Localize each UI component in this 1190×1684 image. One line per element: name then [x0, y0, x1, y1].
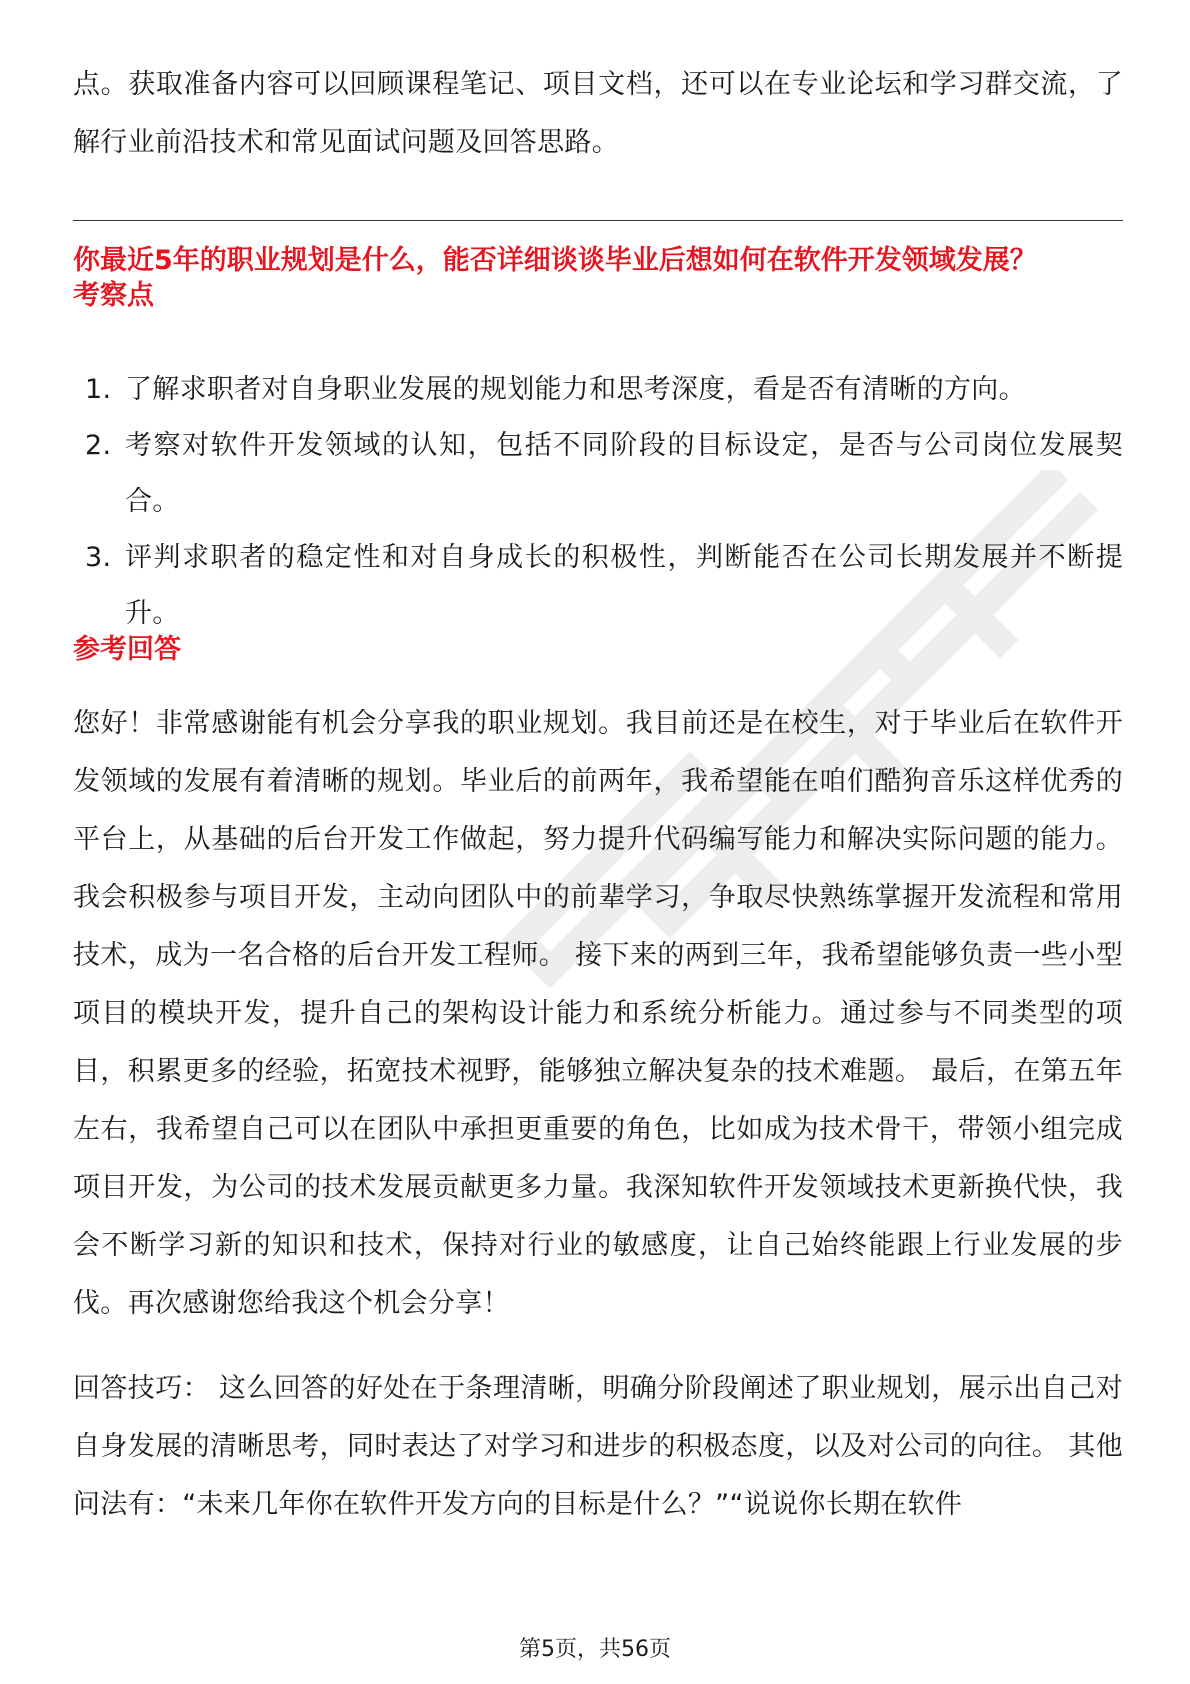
exam-point-item: [73, 362, 1123, 418]
answer-tips-paragraph: 回答技巧： 这么回答的好处在于条理清晰，明确分阶段阐述了职业规划，展示出自己对自身发展的清晰思考，同时表达了对学习和进步的积极态度，以及对公司的向往。 其他问法有：“未来几年你在软件开发方向的目标是什么？”“说说你长期在软件: [73, 1373, 1123, 1520]
exam-points-list: [73, 362, 1123, 642]
question-heading: 你最近5年的职业规划是什么，能否详细谈谈毕业后想如何在软件开发领域发展？: [73, 245, 1037, 276]
reference-answer-paragraph: 您好！非常感谢能有机会分享我的职业规划。我目前还是在校生，对于毕业后在软件开发领域的发展有着清晰的规划。毕业后的前两年，我希望能在咱们酷狗音乐这样优秀的平台上，从基础的后台开发工作做起，努力提升代码编写能力和解决实际问题的能力。我会积极参与项目开发，主动向团队中的前辈学习，争取尽快熟练掌握开发流程和常用技术，成为一名合格的后台开发工程师。 接下来的两到三年，我希望能够负责一些小型项目的模块开发，提升自己的架构设计能力和系统分析能力。通过参与不同类型的项目，积累更多的经验，拓宽技术视野，能够独立解决复杂的技术难题。 最后，在第五年左右，我希望自己可以在团队中承担更重要的角色，比如成为技术骨干，带领小组完成项目开发，为公司的技术发展贡献更多力量。我深知软件开发领域技术更新换代快，我会不断学习新的知识和技术，保持对行业的敏感度，让自己始终能跟上行业发展的步伐。再次感谢您给我这个机会分享！: [73, 708, 1123, 1319]
exam-point-number: 1.: [85, 374, 112, 405]
exam-point-number: 3.: [85, 542, 112, 573]
exam-point-text: 考察对软件开发领域的认知，包括不同阶段的目标设定，是否与公司岗位发展契合。: [125, 430, 1123, 517]
exam-point-text: 评判求职者的稳定性和对自身成长的积极性，判断能否在公司长期发展并不断提升。: [125, 542, 1123, 629]
exam-point-item: [73, 418, 1123, 530]
exam-point-text: 了解求职者对自身职业发展的规划能力和思考深度，看是否有清晰的方向。: [125, 374, 1026, 405]
section-divider: [73, 220, 1123, 221]
exam-points-label: 考察点: [73, 280, 154, 311]
exam-point-number: 2.: [85, 430, 112, 461]
intro-paragraph: 点。获取准备内容可以回顾课程笔记、项目文档，还可以在专业论坛和学习群交流，了解行业前沿技术和常见面试问题及回答思路。: [73, 69, 1123, 158]
page-footer: 第5页，共56页: [519, 1637, 671, 1662]
exam-point-item: [73, 530, 1123, 642]
reference-answer-label: 参考回答: [73, 634, 181, 665]
